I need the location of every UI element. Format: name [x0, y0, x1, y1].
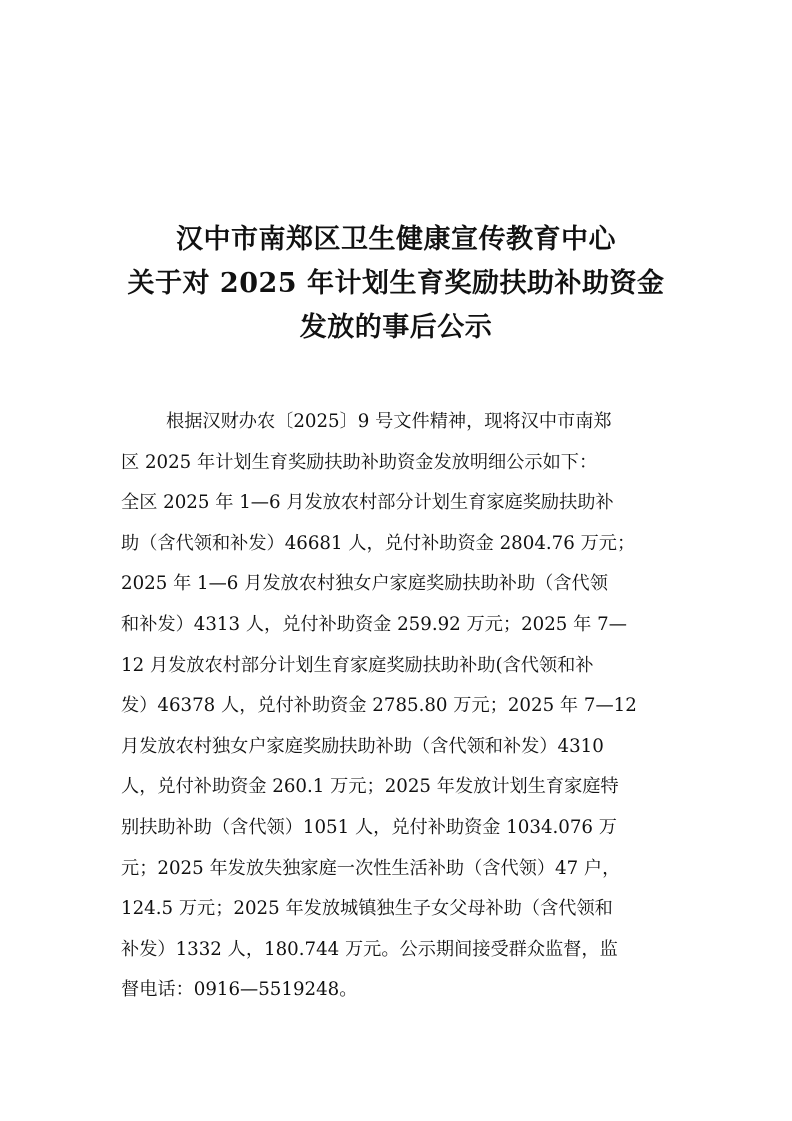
body-line-3: 全区 2025 年 1—6 月发放农村部分计划生育家庭奖励扶助补: [121, 492, 614, 514]
body-line-14: 补发）1332 人，180.744 万元。公示期间接受群众监督，监: [121, 938, 618, 960]
body-line-11: 别扶助补助（含代领）1051 人，兑付补助资金 1034.076 万: [121, 816, 617, 838]
body-line-10: 人，兑付补助资金 260.1 万元；2025 年发放计划生育家庭特: [121, 776, 619, 798]
body-line-5: 2025 年 1—6 月发放农村独女户家庭奖励扶助补助（含代领: [121, 573, 608, 595]
body-line-7: 12 月发放农村部分计划生育家庭奖励扶助补助(含代领和补: [121, 654, 594, 676]
title-line-2: 关于对 2025 年计划生育奖励扶助补助资金: [127, 268, 665, 299]
body-line-15: 督电话：0916—5519248。: [121, 979, 358, 1001]
body-line-9: 月发放农村独女户家庭奖励扶助补助（含代领和补发）4310: [121, 735, 604, 757]
body-line-12: 元；2025 年发放失独家庭一次性生活补助（含代领）47 户，: [121, 857, 621, 879]
body-line-13: 124.5 万元；2025 年发放城镇独生子女父母补助（含代领和: [121, 898, 613, 920]
body-line-8: 发）46378 人，兑付补助资金 2785.80 万元；2025 年 7—12: [121, 695, 637, 717]
body-line-1: 根据汉财办农〔2025〕9 号文件精神，现将汉中市南郑: [166, 411, 612, 432]
body-line-6: 和补发）4313 人，兑付补助资金 259.92 万元；2025 年 7—: [121, 613, 627, 635]
title-line-3: 发放的事后公示: [299, 312, 493, 343]
body-line-2: 区 2025 年计划生育奖励扶助补助资金发放明细公示如下：: [121, 451, 598, 473]
document-body: [121, 402, 681, 1011]
title-line-1: 汉中市南郑区卫生健康宣传教育中心: [176, 224, 616, 255]
document-title: [60, 218, 732, 350]
body-line-4: 助（含代领和补发）46681 人，兑付补助资金 2804.76 万元；: [121, 532, 636, 554]
